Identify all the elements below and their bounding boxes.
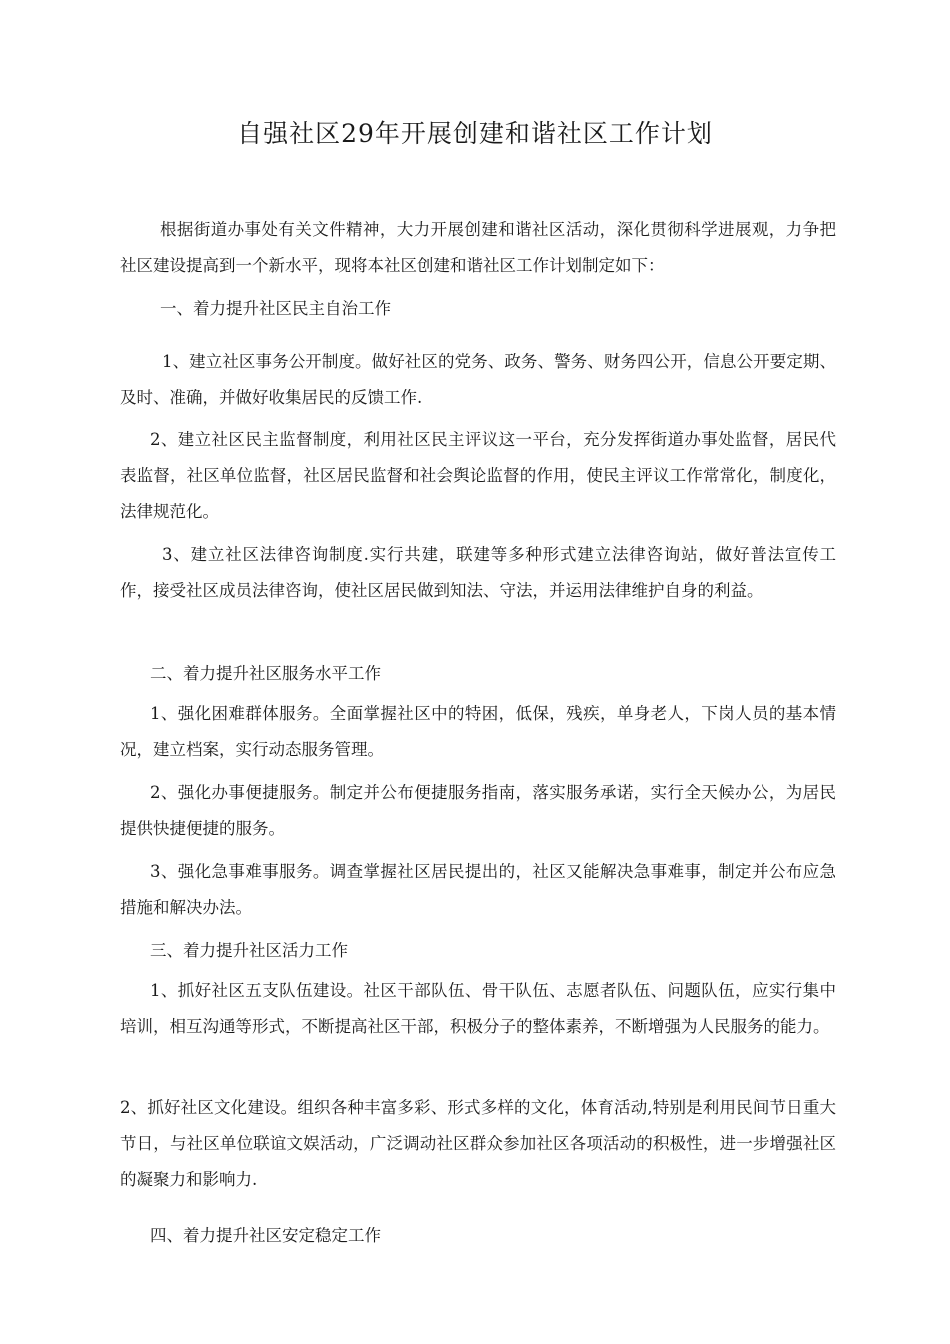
section-1-heading: 一、着力提升社区民主自治工作 — [160, 299, 391, 318]
section-1-item-2: 2、建立社区民主监督制度，利用社区民主评议这一平台，充分发挥街道办事处监督，居民代表监督，社区单位监督，社区居民监督和社会舆论监督的作用，使民主评议工作常常化，制度化，法律规范化。 — [120, 430, 836, 521]
section-2-item-1: 1、强化困难群体服务。全面掌握社区中的特困，低保，残疾，单身老人，下岗人员的基本情况，建立档案，实行动态服务管理。 — [120, 704, 836, 759]
document-title: 自强社区29年开展创建和谐社区工作计划 — [237, 119, 713, 148]
section-3-item-1: 1、抓好社区五支队伍建设。社区干部队伍、骨干队伍、志愿者队伍、问题队伍，应实行集中培训，相互沟通等形式，不断提高社区干部，积极分子的整体素养，不断增强为人民服务的能力。 — [120, 981, 836, 1036]
section-2-item-2: 2、强化办事便捷服务。制定并公布便捷服务指南，落实服务承诺，实行全天候办公，为居民提供快捷便捷的服务。 — [120, 783, 836, 838]
section-3-heading: 三、着力提升社区活力工作 — [150, 941, 348, 960]
section-3-item-2: 2、抓好社区文化建设。组织各种丰富多彩、形式多样的文化，体育活动,特别是利用民间节日重大节日，与社区单位联谊文娱活动，广泛调动社区群众参加社区各项活动的积极性，进一步增强社区的凝聚力和影响力. — [120, 1098, 836, 1189]
section-4-heading: 四、着力提升社区安定稳定工作 — [150, 1226, 381, 1245]
section-2-item-3: 3、强化急事难事服务。调查掌握社区居民提出的，社区又能解决急事难事，制定并公布应急措施和解决办法。 — [120, 862, 836, 917]
section-1-item-1: 1、建立社区事务公开制度。做好社区的党务、政务、警务、财务四公开，信息公开要定期、及时、准确，并做好收集居民的反馈工作. — [120, 352, 836, 407]
section-1-item-3: 3、建立社区法律咨询制度.实行共建，联建等多种形式建立法律咨询站，做好普法宣传工作，接受社区成员法律咨询，使社区居民做到知法、守法，并运用法律维护自身的利益。 — [120, 545, 836, 600]
section-2-heading: 二、着力提升社区服务水平工作 — [150, 664, 381, 683]
intro-paragraph: 根据街道办事处有关文件精神，大力开展创建和谐社区活动，深化贯彻科学进展观，力争把社区建设提高到一个新水平，现将本社区创建和谐社区工作计划制定如下： — [120, 220, 836, 275]
